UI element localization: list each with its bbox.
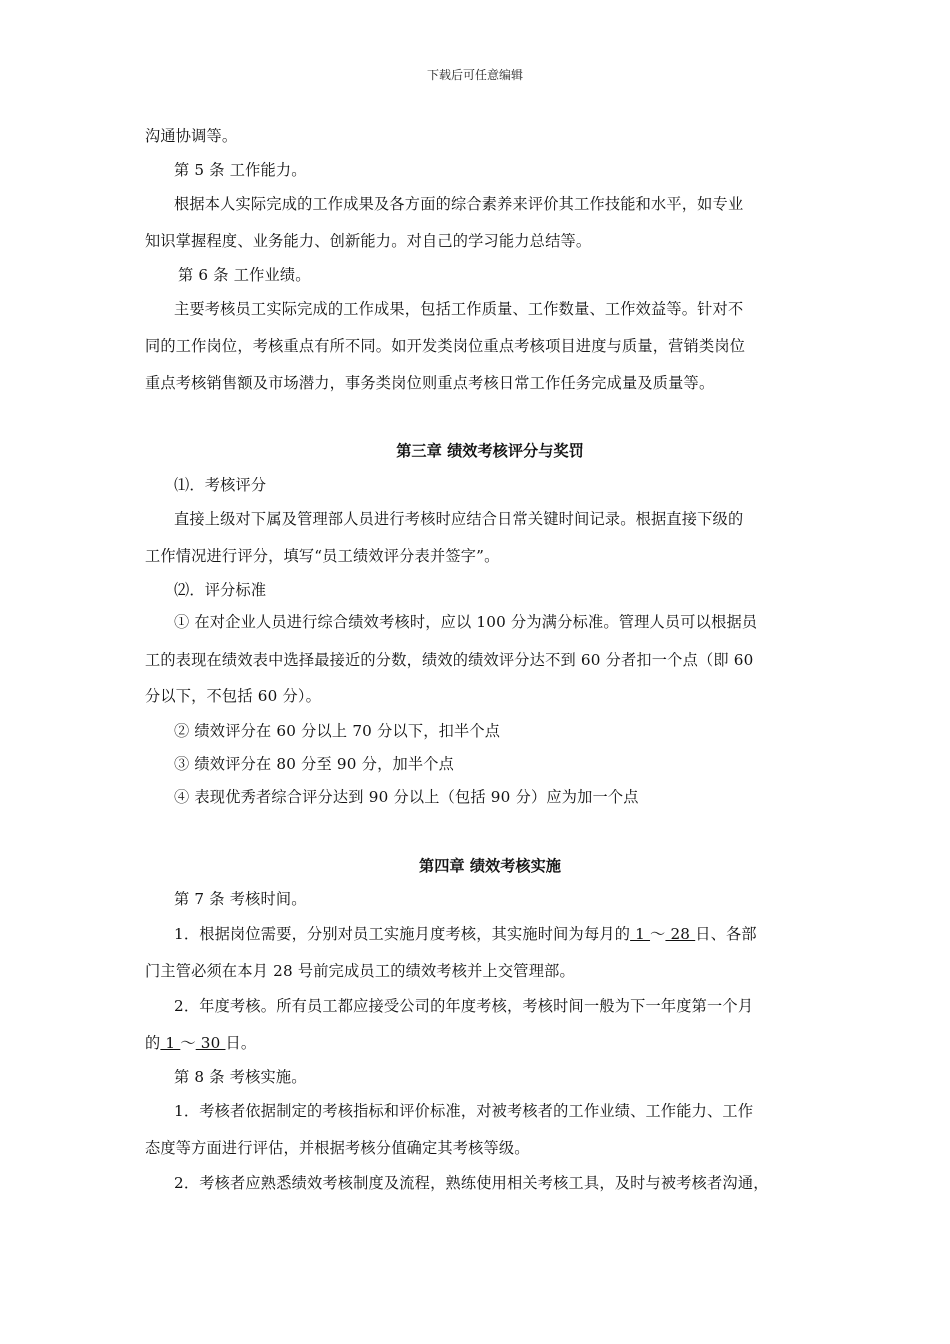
monthly-end-day: 28 bbox=[665, 925, 696, 943]
annual-end-day: 30 bbox=[195, 1034, 226, 1052]
article-5-heading: 第 5 条 工作能力。 bbox=[174, 161, 307, 179]
paragraph-line: 分以下，不包括 60 分）。 bbox=[145, 687, 322, 705]
annual-text-suffix: 日。 bbox=[225, 1034, 257, 1052]
monthly-text-suffix: 日、各部 bbox=[695, 925, 757, 943]
page-header: 下载后可任意编辑 bbox=[426, 68, 523, 82]
paragraph-line: 知识掌握程度、业务能力、创新能力。对自己的学习能力总结等。 bbox=[145, 232, 592, 250]
chapter-4-title: 第四章 绩效考核实施 bbox=[419, 857, 561, 875]
paragraph-line: ① 在对企业人员进行综合绩效考核时，应以 100 分为满分标准。管理人员可以根据员 bbox=[174, 613, 758, 631]
paragraph-line-annual bbox=[145, 1033, 256, 1053]
range-separator: ～ bbox=[650, 925, 666, 943]
paragraph-line: 根据本人实际完成的工作成果及各方面的综合素养来评价其工作技能和水平，如专业 bbox=[174, 195, 744, 213]
paragraph-line: 2．考核者应熟悉绩效考核制度及流程，熟练使用相关考核工具，及时与被考核者沟通， bbox=[174, 1174, 769, 1192]
annual-text: 的 bbox=[145, 1034, 161, 1052]
paragraph-line: 态度等方面进行评估，并根据考核分值确定其考核等级。 bbox=[145, 1139, 530, 1157]
paragraph-line: 1．考核者依据制定的考核指标和评价标准，对被考核者的工作业绩、工作能力、工作 bbox=[174, 1102, 754, 1120]
article-7-heading: 第 7 条 考核时间。 bbox=[174, 890, 307, 908]
list-item: ④ 表现优秀者综合评分达到 90 分以上（包括 90 分）应为加一个点 bbox=[174, 788, 639, 806]
monthly-start-day: 1 bbox=[630, 925, 651, 943]
list-item: ③ 绩效评分在 80 分至 90 分，加半个点 bbox=[174, 755, 455, 773]
paragraph-line: 2．年度考核。所有员工都应接受公司的年度考核，考核时间一般为下一年度第一个月 bbox=[174, 997, 754, 1015]
paragraph-line: 直接上级对下属及管理部人员进行考核时应结合日常关键时间记录。根据直接下级的 bbox=[174, 510, 744, 528]
paragraph-line: 主要考核员工实际完成的工作成果，包括工作质量、工作数量、工作效益等。针对不 bbox=[174, 300, 744, 318]
paragraph-line: 门主管必须在本月 28 号前完成员工的绩效考核并上交管理部。 bbox=[145, 962, 575, 980]
paragraph-line-monthly bbox=[174, 924, 757, 944]
annual-start-day: 1 bbox=[160, 1034, 181, 1052]
paragraph-line: 沟通协调等。 bbox=[145, 127, 238, 145]
chapter-3-title: 第三章 绩效考核评分与奖罚 bbox=[396, 442, 584, 460]
section-scoring-heading: ⑴．考核评分 bbox=[174, 476, 267, 494]
article-8-heading: 第 8 条 考核实施。 bbox=[174, 1068, 307, 1086]
range-separator: ～ bbox=[180, 1034, 196, 1052]
article-6-heading: 第 6 条 工作业绩。 bbox=[178, 266, 311, 284]
paragraph-line: 同的工作岗位，考核重点有所不同。如开发类岗位重点考核项目进度与质量，营销类岗位 bbox=[145, 337, 746, 355]
monthly-text: 1．根据岗位需要，分别对员工实施月度考核，其实施时间为每月的 bbox=[174, 925, 631, 943]
paragraph-line: 工作情况进行评分，填写“员工绩效评分表并签字”。 bbox=[145, 547, 500, 565]
paragraph-line: 重点考核销售额及市场潜力，事务类岗位则重点考核日常工作任务完成量及质量等。 bbox=[145, 374, 715, 392]
paragraph-line: 工的表现在绩效表中选择最接近的分数，绩效的绩效评分达不到 60 分者扣一个点（即 60 bbox=[145, 651, 754, 669]
list-item: ② 绩效评分在 60 分以上 70 分以下，扣半个点 bbox=[174, 722, 501, 740]
section-standard-heading: ⑵．评分标准 bbox=[174, 581, 267, 599]
